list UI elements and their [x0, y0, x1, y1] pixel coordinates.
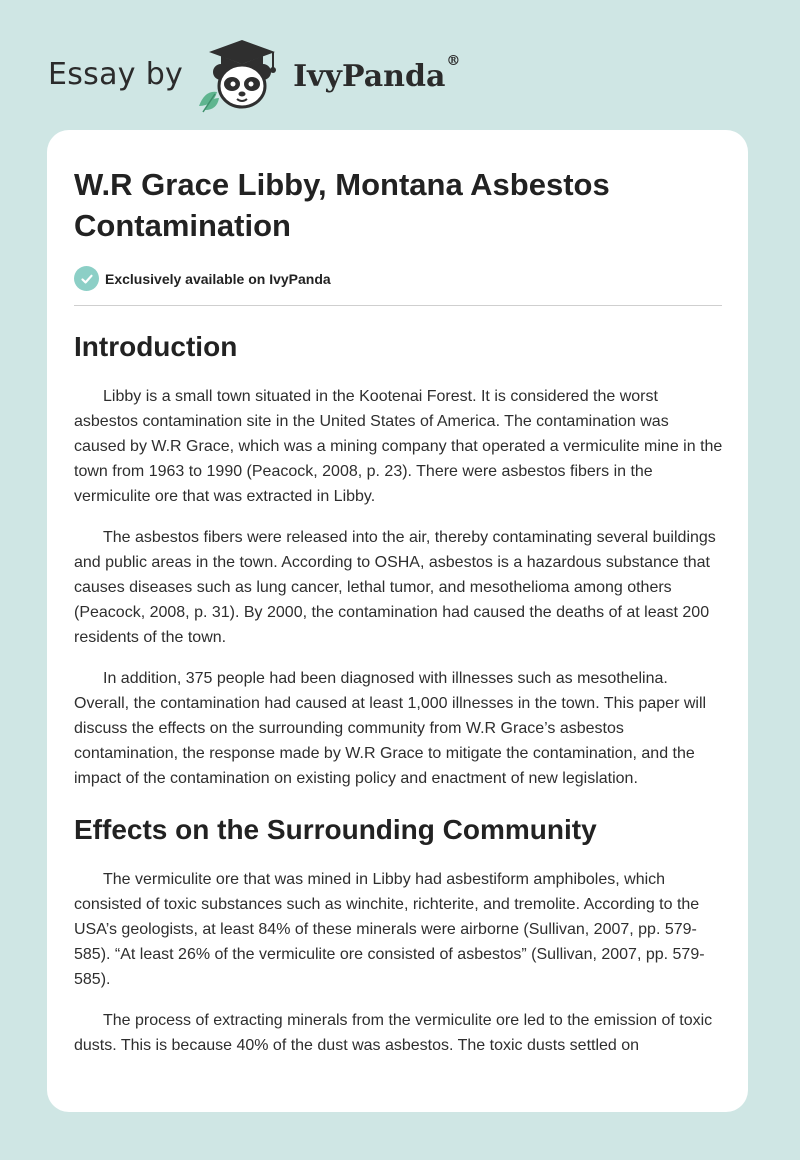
section-heading: Effects on the Surrounding Community — [74, 814, 597, 845]
essay-title: W.R Grace Libby, Montana Asbestos Contamination — [74, 167, 610, 243]
check-icon — [74, 266, 99, 291]
registered-mark: ® — [446, 52, 461, 69]
panda-logo-icon — [197, 34, 287, 114]
paragraph: The asbestos fibers were released into the air, thereby contaminating several buildings and public areas in the town. According to OSHA, asbestos is a hazardous substance that causes diseases such as lung cancer, lethal tumor, and mesothelioma among others (Peacock, 2008, p. 31). By 2000, the contamination had caused the deaths of at least 200 residents of the town. — [74, 529, 716, 646]
essay-by-label: Essay by — [48, 56, 184, 92]
badge-label: Exclusively available on IvyPanda — [105, 270, 331, 287]
title-divider — [74, 305, 722, 306]
section-heading: Introduction — [74, 331, 238, 362]
site-header — [48, 34, 460, 114]
essay-card — [47, 130, 748, 1112]
paragraph: In addition, 375 people had been diagnosed with illnesses such as mesothelina. Overall, the contamination had caused at least 1,000 illnesses in the town. This paper will discuss the effects on the surrounding community from W.R Grace’s asbestos contamination, the response made by W.R Grace to mitigate the contamination, and the impact of the contamination on existing policy and enactment of new legislation. — [74, 670, 707, 787]
exclusive-badge — [74, 266, 724, 291]
paragraph: The vermiculite ore that was mined in Libby had asbestiform amphiboles, which consisted of toxic substances such as winchite, richterite, and tremolite. According to the USA’s geologists, at least 84% of these minerals were airborne (Sullivan, 2007, pp. 579-585). “At least 26% of the vermiculite ore consisted of asbestos” (Sullivan, 2007, pp. 579-585). — [74, 871, 705, 988]
essay-content — [74, 164, 724, 1058]
brand-name[interactable]: IvyPanda® — [293, 52, 461, 94]
paragraph: The process of extracting minerals from the vermiculite ore led to the emission of toxic dusts. This is because 40% of the dust was asbestos. The toxic dusts settled on — [74, 1012, 713, 1054]
paragraph: Libby is a small town situated in the Kootenai Forest. It is considered the worst asbestos contamination site in the United States of America. The contamination was caused by W.R Grace, which was a mining company that operated a vermiculite mine in the town from 1963 to 1990 (Peacock, 2008, p. 23). There were asbestos fibers in the vermiculite ore that was extracted in Libby. — [74, 388, 723, 505]
section-effects — [74, 813, 724, 1058]
section-introduction — [74, 330, 724, 791]
